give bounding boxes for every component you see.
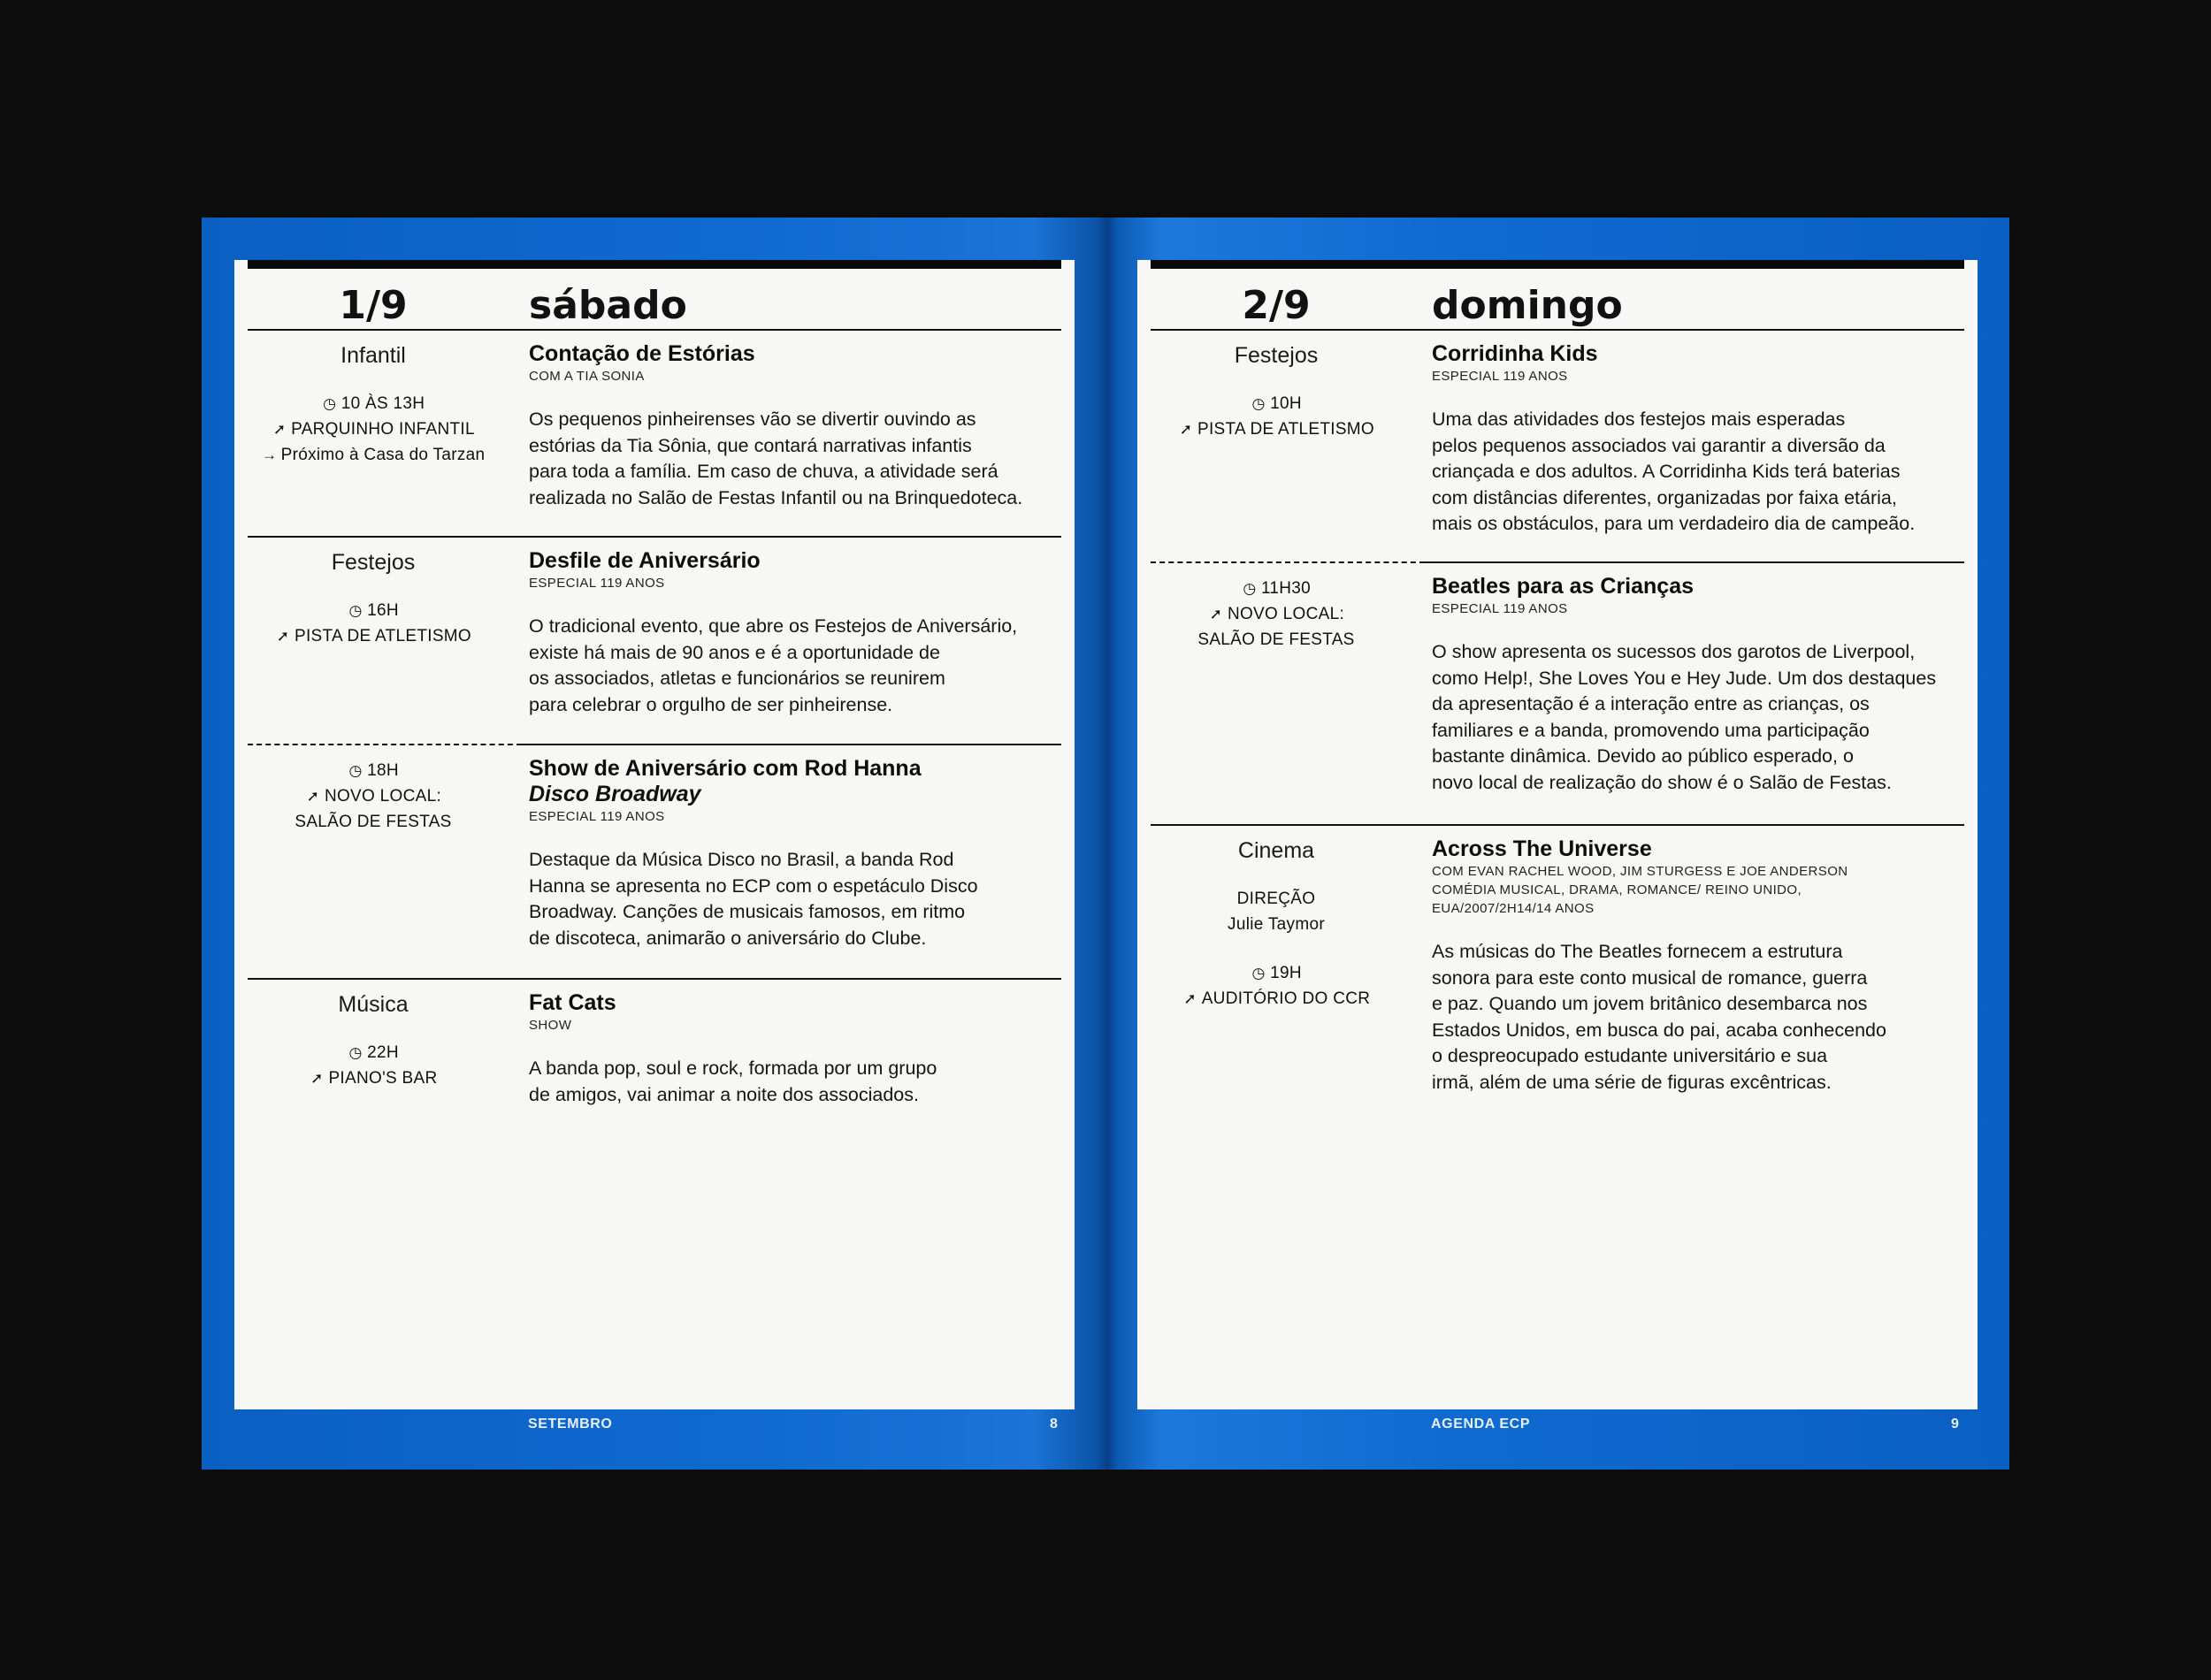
desc-line: existe há mais de 90 anos e é a oportunidade de (529, 641, 940, 663)
desc-line: A banda pop, soul e rock, formada por um grupo (529, 1058, 937, 1079)
event-time-text: 18H (367, 761, 399, 780)
event-description (1432, 639, 1971, 796)
location-arrow-icon: ➚ (306, 788, 320, 805)
clock-icon: ◷ (1251, 965, 1266, 981)
desc-line: mais os obstáculos, para um verdadeiro dia de campeão. (1432, 513, 1916, 534)
event-time (1151, 391, 1402, 416)
event-tag: SHOW (529, 1018, 572, 1033)
clock-icon: ◷ (1243, 580, 1257, 597)
location-arrow-icon: ➚ (272, 421, 287, 438)
event-time-text: 10H (1270, 394, 1302, 413)
event-description (1432, 407, 1971, 538)
event-time-text: 19H (1270, 964, 1302, 982)
location-arrow-icon: ➚ (1209, 606, 1223, 622)
desc-line: Os pequenos pinheirenses vão se divertir ouvindo as (529, 409, 976, 430)
desc-line: da apresentação é a interação entre as crianças, os (1432, 693, 1870, 714)
divider (1151, 329, 1964, 331)
location-arrow-icon: ➚ (276, 628, 290, 645)
event-description (1432, 939, 1971, 1096)
divider (248, 536, 1061, 538)
desc-line: O tradicional evento, que abre os Festejos de Aniversário, (529, 615, 1018, 637)
footer-label: SETEMBRO (528, 1417, 613, 1432)
desc-line: Broadway. Canções de musicais famosos, em ritmo (529, 901, 966, 922)
page-date: 2/9 (1242, 283, 1311, 328)
page-day: sábado (529, 283, 687, 328)
event-time (248, 1040, 499, 1065)
page-number: 8 (1050, 1417, 1059, 1432)
desc-line: realizada no Salão de Festas Infantil ou na Brinquedoteca. (529, 486, 1023, 508)
event-tag: COM A TIA SONIA (529, 369, 645, 384)
event-time (248, 391, 499, 416)
event-title: Beatles para as Crianças (1432, 574, 1695, 599)
event-category: Festejos (1234, 343, 1319, 368)
divider (522, 744, 1061, 745)
event-description (529, 1056, 1068, 1108)
event-meta (1151, 341, 1402, 442)
event-content (529, 341, 1068, 511)
dashed-divider (248, 744, 522, 745)
event-time (248, 758, 499, 783)
desc-line: para toda a família. Em caso de chuva, a atividade será (529, 461, 998, 482)
event-time-text: 11H30 (1260, 579, 1312, 598)
event-title: Fat Cats (529, 990, 616, 1015)
event-content (1432, 574, 1971, 796)
event-time (1151, 576, 1402, 601)
desc-line: os associados, atletas e funcionários se reunirem (529, 668, 945, 689)
event-director: Julie Taymor (1228, 915, 1325, 934)
event-meta (248, 548, 499, 649)
dashed-divider (1151, 561, 1425, 563)
magazine-spread (202, 218, 2009, 1470)
location-arrow-icon: ➚ (1183, 990, 1197, 1007)
desc-line: de amigos, vai animar a noite dos associados. (529, 1083, 919, 1105)
desc-line: Hanna se apresenta no ECP com o espetáculo Disco (529, 874, 978, 897)
event-tag: ESPECIAL 119 ANOS (1432, 601, 1568, 616)
clock-icon: ◷ (323, 395, 337, 412)
event-place-text: PISTA DE ATLETISMO (294, 627, 472, 645)
event-note (248, 442, 499, 468)
desc-line: para celebrar o orgulho de ser pinheirense. (529, 693, 893, 715)
event-meta (248, 341, 499, 468)
event-place-text: PIANO'S BAR (328, 1069, 438, 1088)
clock-icon: ◷ (348, 762, 363, 779)
event-meta (1151, 574, 1402, 653)
arrow-right-icon: → (261, 447, 278, 463)
desc-line: Estados Unidos, em busca do pai, acaba conhecendo (1432, 1019, 1886, 1041)
event-description (529, 847, 1068, 951)
event-description (529, 407, 1068, 511)
divider (248, 329, 1061, 331)
event-time-text: 22H (367, 1043, 399, 1062)
desc-line: o despreocupado estudante universitário e sua (1432, 1045, 1828, 1066)
event-tag: EUA/2007/2H14/14 ANOS (1432, 901, 1595, 916)
location-arrow-icon: ➚ (1179, 421, 1193, 438)
event-meta (248, 756, 499, 835)
desc-line: e paz. Quando um jovem britânico desembarca nos (1432, 993, 1868, 1014)
event-tag: ESPECIAL 119 ANOS (1432, 369, 1568, 384)
event-time-text: 10 ÀS 13H (340, 394, 425, 413)
event-place-text: NOVO LOCAL: (1227, 605, 1345, 623)
event-tag: ESPECIAL 119 ANOS (529, 576, 665, 591)
event-meta (248, 990, 499, 1091)
event-category: Festejos (331, 550, 416, 575)
event-time (1151, 960, 1402, 986)
event-place-detail: SALÃO DE FESTAS (1197, 630, 1355, 649)
event-title: Show de Aniversário com Rod Hanna (529, 756, 922, 781)
left-page (234, 260, 1075, 1409)
footer-label: AGENDA ECP (1431, 1417, 1531, 1432)
spine-gutter (1097, 218, 1118, 1470)
event-note-text: Próximo à Casa do Tarzan (280, 446, 486, 464)
top-rule (1151, 260, 1964, 269)
event-place-text: NOVO LOCAL: (324, 787, 442, 806)
event-place-text: AUDITÓRIO DO CCR (1201, 989, 1371, 1008)
event-category: Música (338, 992, 409, 1017)
event-title: Corridinha Kids (1432, 341, 1598, 366)
clock-icon: ◷ (348, 602, 363, 619)
desc-line: familiares e a banda, promovendo uma participação (1432, 719, 1870, 741)
event-title: Desfile de Aniversário (529, 548, 761, 573)
event-place (1151, 601, 1402, 627)
desc-line: As músicas do The Beatles fornecem a estrutura (1432, 941, 1843, 962)
event-title: Contação de Estórias (529, 341, 755, 366)
desc-line: O show apresenta os sucessos dos garotos de Liverpool, (1432, 641, 1916, 662)
event-content (529, 756, 1068, 951)
desc-line: irmã, além de uma série de figuras excêntricas. (1432, 1071, 1832, 1093)
event-title: Across The Universe (1432, 836, 1652, 861)
event-direction-label: DIREÇÃO (1236, 890, 1316, 908)
event-place-text: PISTA DE ATLETISMO (1197, 420, 1375, 439)
clock-icon: ◷ (348, 1044, 363, 1061)
event-content (529, 990, 1068, 1108)
event-category: Infantil (340, 343, 406, 368)
page-number: 9 (1951, 1417, 1960, 1432)
event-place (248, 416, 499, 442)
event-place (248, 623, 499, 649)
desc-line: novo local de realização do show é o Salão de Festas. (1432, 771, 1892, 793)
desc-line: pelos pequenos associados vai garantir a diversão da (1432, 434, 1886, 456)
desc-line: estórias da Tia Sônia, que contará narrativas infantis (529, 434, 972, 456)
page-day: domingo (1432, 283, 1623, 328)
event-place (248, 1065, 499, 1091)
desc-line: de discoteca, animarão o aniversário do Clube. (529, 927, 927, 949)
event-place (1151, 416, 1402, 442)
desc-line: com distâncias diferentes, organizadas por faixa etária, (1432, 486, 1897, 508)
divider (1151, 824, 1964, 826)
divider (1425, 561, 1964, 563)
event-place (1151, 986, 1402, 1012)
right-page (1137, 260, 1978, 1409)
event-content (1432, 341, 1971, 538)
event-place (248, 783, 499, 809)
clock-icon: ◷ (1251, 395, 1266, 412)
desc-line: sonora para este conto musical de romance, guerra (1432, 966, 1868, 989)
event-content (529, 548, 1068, 718)
location-arrow-icon: ➚ (310, 1070, 324, 1087)
event-time-text: 16H (367, 601, 399, 620)
page-date: 1/9 (339, 283, 408, 328)
top-rule (248, 260, 1061, 269)
event-tag: COM EVAN RACHEL WOOD, JIM STURGESS E JOE ANDERSON (1432, 864, 1848, 879)
desc-line: criançada e dos adultos. A Corridinha Kids terá baterias (1432, 461, 1901, 482)
event-category: Cinema (1237, 838, 1315, 863)
event-place-text: PARQUINHO INFANTIL (291, 420, 475, 439)
event-place-detail: SALÃO DE FESTAS (295, 813, 452, 831)
event-meta (1151, 836, 1402, 1012)
event-subtitle: Disco Broadway (529, 782, 701, 806)
event-description (529, 614, 1068, 718)
event-tag: COMÉDIA MUSICAL, DRAMA, ROMANCE/ REINO UNIDO, (1432, 882, 1802, 897)
event-time (248, 598, 499, 623)
event-content (1432, 836, 1971, 1096)
event-tag: ESPECIAL 119 ANOS (529, 809, 665, 824)
desc-line: bastante dinâmica. Devido ao público esperado, o (1432, 745, 1854, 767)
divider (248, 978, 1061, 980)
desc-line: como Help!, She Loves You e Hey Jude. Um dos destaques (1432, 667, 1937, 689)
desc-line: Destaque da Música Disco no Brasil, a banda Rod (529, 849, 954, 870)
desc-line: Uma das atividades dos festejos mais esperadas (1432, 409, 1846, 430)
